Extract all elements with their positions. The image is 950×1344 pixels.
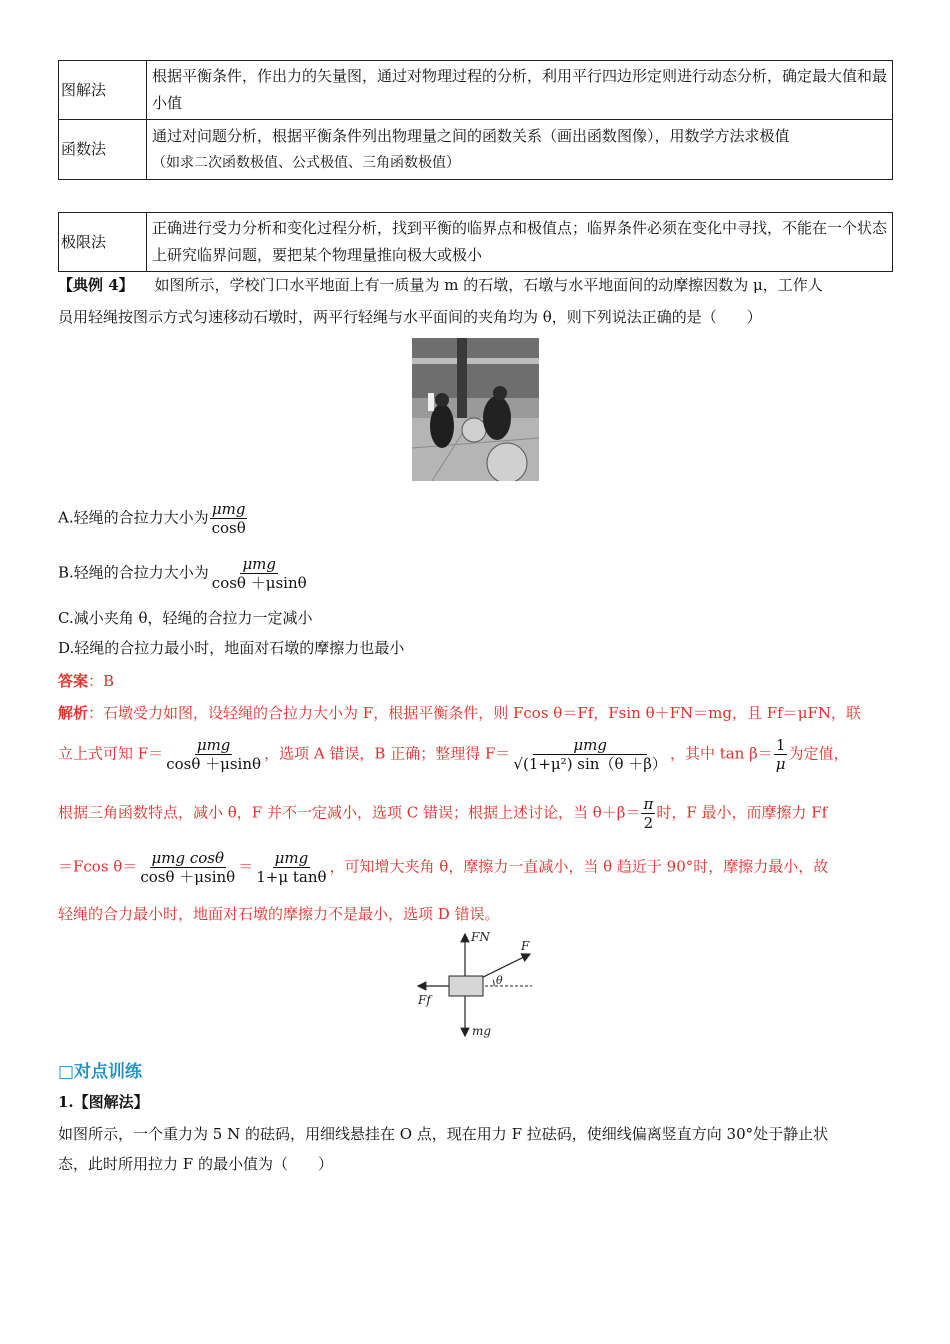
table-row	[59, 120, 893, 180]
force-diagram-svg	[410, 928, 540, 1043]
analysis-text: 为定值，	[788, 744, 849, 763]
example-label: 【典例 4】	[58, 276, 134, 294]
analysis-line-3	[58, 795, 827, 832]
formula-fraction	[641, 795, 655, 832]
fraction-num: μmg	[196, 736, 231, 754]
fraction-den: √(1+μ²) sin（θ ＋β）	[513, 755, 667, 773]
table-row	[59, 61, 893, 120]
answer-value: B	[103, 672, 115, 690]
fraction-den: cosθ	[211, 519, 246, 537]
fraction-den: μ	[775, 755, 786, 773]
analysis-text: 根据三角函数特点，减小 θ，F 并不一定减小，选项 C 错误；根据上述讨论，当 θ＋β＝	[58, 803, 641, 822]
formula-fraction	[511, 736, 669, 773]
method-name: 函数法	[59, 120, 147, 180]
example-text-2: 员用轻绳按图示方式匀速移动石墩时，两平行轻绳与水平面间的夹角均为 θ，则下列说法正确的是（ ）	[58, 308, 762, 326]
method-name: 极限法	[59, 213, 147, 272]
fraction-den: cosθ ＋μsinθ	[166, 755, 262, 773]
q1-label: 1.【图解法】	[58, 1093, 149, 1111]
option-b	[58, 555, 310, 592]
formula-fraction	[138, 849, 237, 886]
analysis-text: 立上式可知 F＝	[58, 744, 164, 763]
fraction-den: 2	[643, 814, 654, 832]
formula-fraction	[774, 736, 788, 773]
option-a	[58, 500, 249, 537]
fraction-num: 1	[775, 736, 786, 754]
option-d: D.轻绳的合拉力最小时，地面对石墩的摩擦力也最小	[58, 639, 405, 657]
option-a-fraction	[210, 500, 248, 537]
force-diagram	[410, 928, 540, 1043]
fraction-den: cosθ ＋μsinθ	[140, 868, 236, 886]
analysis-text: 时，F 最小，而摩擦力 Ff	[656, 803, 828, 822]
method-table-2	[58, 212, 893, 272]
fraction-num: μmg	[533, 736, 647, 755]
analysis-line-2	[58, 736, 849, 773]
analysis-label: 解析	[58, 704, 89, 722]
method-desc: 根据平衡条件，作出力的矢量图，通过对物理过程的分析，利用平行四边形定则进行动态分析，确定最大值和最小值	[147, 61, 893, 120]
fraction-num: μmg cosθ	[151, 849, 225, 867]
analysis-text: ＝	[238, 857, 254, 876]
analysis-line-5: 轻绳的合力最小时，地面对石墩的摩擦力不是最小，选项 D 错误。	[58, 905, 500, 923]
example-text-1: 如图所示，学校门口水平地面上有一质量为 m 的石墩，石墩与水平地面间的动摩擦因数为 μ，工作人	[154, 276, 823, 294]
method-desc	[147, 120, 893, 180]
label-theta: θ	[496, 974, 503, 987]
fraction-num: μmg	[242, 555, 277, 573]
fraction-den: 1+μ tanθ	[256, 868, 327, 886]
formula-fraction	[254, 849, 328, 886]
label-ff: Ff	[418, 993, 431, 1007]
example-line-1	[58, 274, 823, 295]
method-desc-main: 通过对问题分析，根据平衡条件列出物理量之间的函数关系（画出函数图像），用数学方法求极值	[152, 126, 790, 145]
q1-text-2: 态，此时所用拉力 F 的最小值为（ ）	[58, 1155, 333, 1173]
q1-text-1: 如图所示，一个重力为 5 N 的砝码，用细线悬挂在 O 点，现在用力 F 拉砝码，使细线偏离竖直方向 30°处于静止状	[58, 1125, 829, 1143]
fraction-den: cosθ ＋μsinθ	[211, 574, 307, 592]
analysis-line-4	[58, 849, 828, 886]
option-b-text: B.轻绳的合拉力大小为	[58, 563, 209, 582]
option-c: C.减小夹角 θ，轻绳的合拉力一定减小	[58, 609, 313, 627]
analysis-text: ＝Fcos θ＝	[58, 857, 138, 876]
analysis-text: ，选项 A 错误，B 正确；整理得 F＝	[264, 744, 511, 763]
option-b-fraction	[210, 555, 309, 592]
formula-fraction	[164, 736, 263, 773]
analysis-text: ，可知增大夹角 θ，摩擦力一直减小，当 θ 趋近于 90°时，摩擦力最小，故	[329, 857, 829, 876]
analysis-text: 石墩受力如图，设轻绳的合拉力大小为 F，根据平衡条件，则 Fcos θ＝Ff，Fsin θ＋FN＝mg，且 Ff＝μFN，联	[103, 704, 862, 722]
fraction-num: μmg	[274, 849, 309, 867]
method-table-1	[58, 60, 893, 180]
option-a-text: A.轻绳的合拉力大小为	[58, 508, 209, 527]
answer-line: 答案：B	[58, 672, 115, 690]
stone-pier-photo	[412, 338, 539, 481]
method-desc: 正确进行受力分析和变化过程分析，找到平衡的临界点和极值点；临界条件必须在变化中寻找，不能在一个状态上研究临界问题，要把某个物理量推向极大或极小	[147, 213, 893, 272]
method-name: 图解法	[59, 61, 147, 120]
analysis-text: ，其中 tan β＝	[669, 744, 773, 763]
table-row	[59, 213, 893, 272]
answer-label: 答案	[58, 672, 89, 690]
photo-illustration	[412, 338, 539, 481]
training-title: □对点训练	[58, 1062, 143, 1082]
method-desc-note: （如求二次函数极值、公式极值、三角函数极值）	[152, 154, 460, 171]
analysis-line-1: 解析：石墩受力如图，设轻绳的合拉力大小为 F，根据平衡条件，则 Fcos θ＝Ff，Fsin θ＋FN＝mg，且 Ff＝μFN，联	[58, 704, 862, 722]
fraction-num: π	[643, 795, 654, 813]
fraction-num: μmg	[211, 500, 246, 518]
label-fn: FN	[471, 930, 490, 944]
label-f: F	[521, 939, 530, 953]
label-mg: mg	[472, 1024, 492, 1038]
